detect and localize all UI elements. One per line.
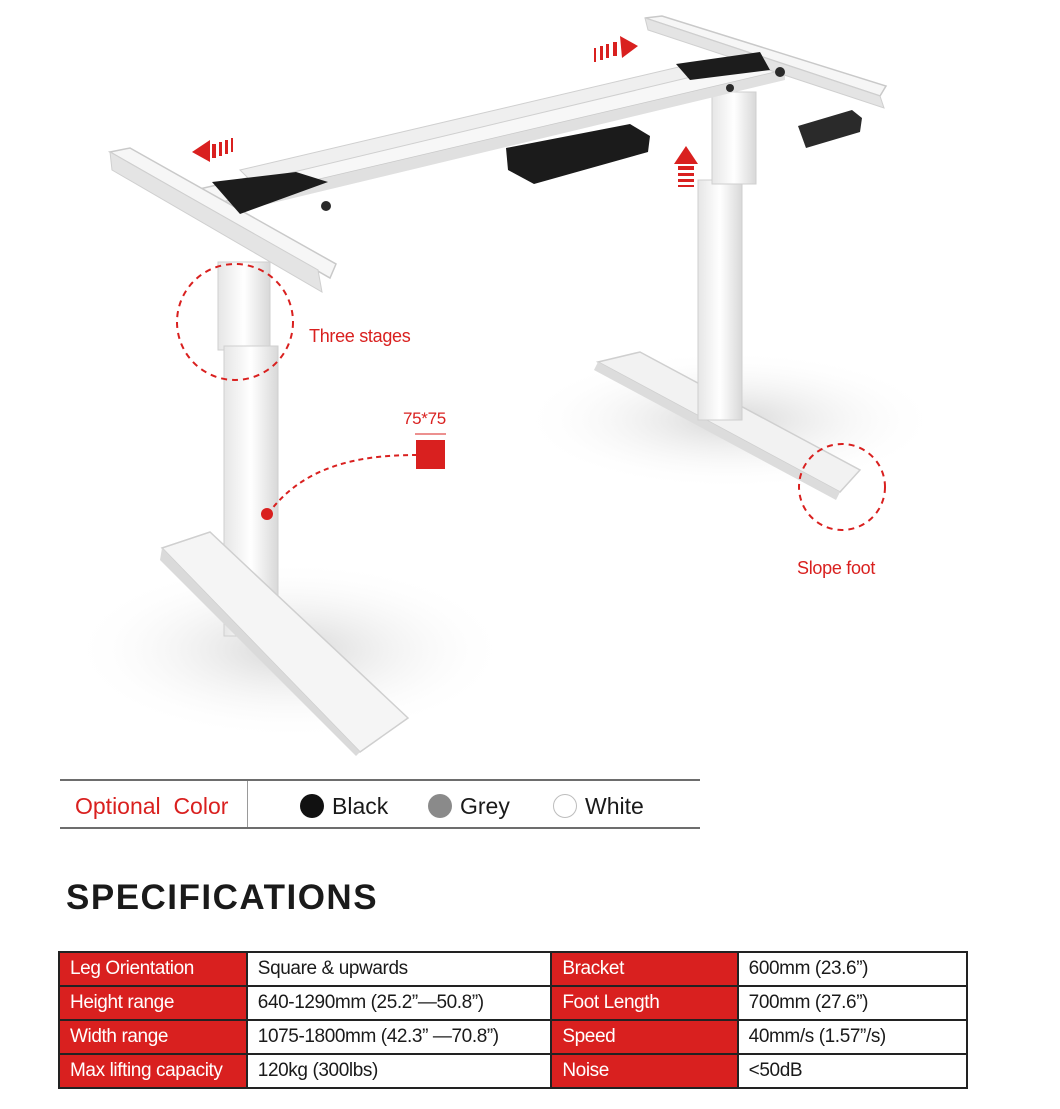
optional-color-label: Optional Color bbox=[75, 793, 229, 819]
spec-value: <50dB bbox=[738, 1054, 967, 1088]
three-stages-label: Three stages bbox=[309, 326, 411, 346]
grey-swatch-icon bbox=[428, 794, 452, 818]
slope-foot-label: Slope foot bbox=[797, 558, 876, 578]
spec-value: 700mm (27.6”) bbox=[738, 986, 967, 1020]
profile-size-label: 75*75 bbox=[403, 409, 446, 428]
spec-key: Foot Length bbox=[551, 986, 737, 1020]
color-option-name: Black bbox=[332, 792, 389, 819]
spec-key: Leg Orientation bbox=[59, 952, 247, 986]
spec-value: 40mm/s (1.57”/s) bbox=[738, 1020, 967, 1054]
color-options-bar bbox=[60, 779, 700, 829]
spec-value: Square & upwards bbox=[247, 952, 552, 986]
spec-key: Bracket bbox=[551, 952, 737, 986]
table-row bbox=[59, 952, 967, 986]
specifications-title: SPECIFICATIONS bbox=[66, 878, 379, 917]
profile-callout-line bbox=[268, 455, 416, 514]
specifications-table bbox=[58, 951, 968, 1089]
spec-key: Width range bbox=[59, 1020, 247, 1054]
table-row bbox=[59, 1054, 967, 1088]
color-bar-divider bbox=[247, 781, 248, 827]
extend-arrow-left bbox=[192, 138, 233, 162]
spec-value: 120kg (300lbs) bbox=[247, 1054, 552, 1088]
spec-value: 1075-1800mm (42.3” —70.8”) bbox=[247, 1020, 552, 1054]
lift-arrow-up bbox=[674, 146, 698, 187]
color-option-name: Grey bbox=[460, 792, 510, 819]
black-swatch-icon bbox=[300, 794, 324, 818]
color-option-name: White bbox=[585, 792, 644, 819]
table-row bbox=[59, 1020, 967, 1054]
white-swatch-icon bbox=[553, 794, 577, 818]
profile-square-icon bbox=[416, 440, 445, 469]
color-option-black bbox=[300, 793, 388, 819]
table-row bbox=[59, 986, 967, 1020]
spec-key: Height range bbox=[59, 986, 247, 1020]
spec-value: 600mm (23.6”) bbox=[738, 952, 967, 986]
spec-key: Max lifting capacity bbox=[59, 1054, 247, 1088]
color-option-white bbox=[553, 793, 644, 819]
spec-key: Speed bbox=[551, 1020, 737, 1054]
profile-callout-dot bbox=[261, 508, 273, 520]
spec-key: Noise bbox=[551, 1054, 737, 1088]
extend-arrow-right bbox=[594, 36, 638, 62]
color-option-grey bbox=[428, 793, 510, 819]
spec-value: 640-1290mm (25.2”—50.8”) bbox=[247, 986, 552, 1020]
